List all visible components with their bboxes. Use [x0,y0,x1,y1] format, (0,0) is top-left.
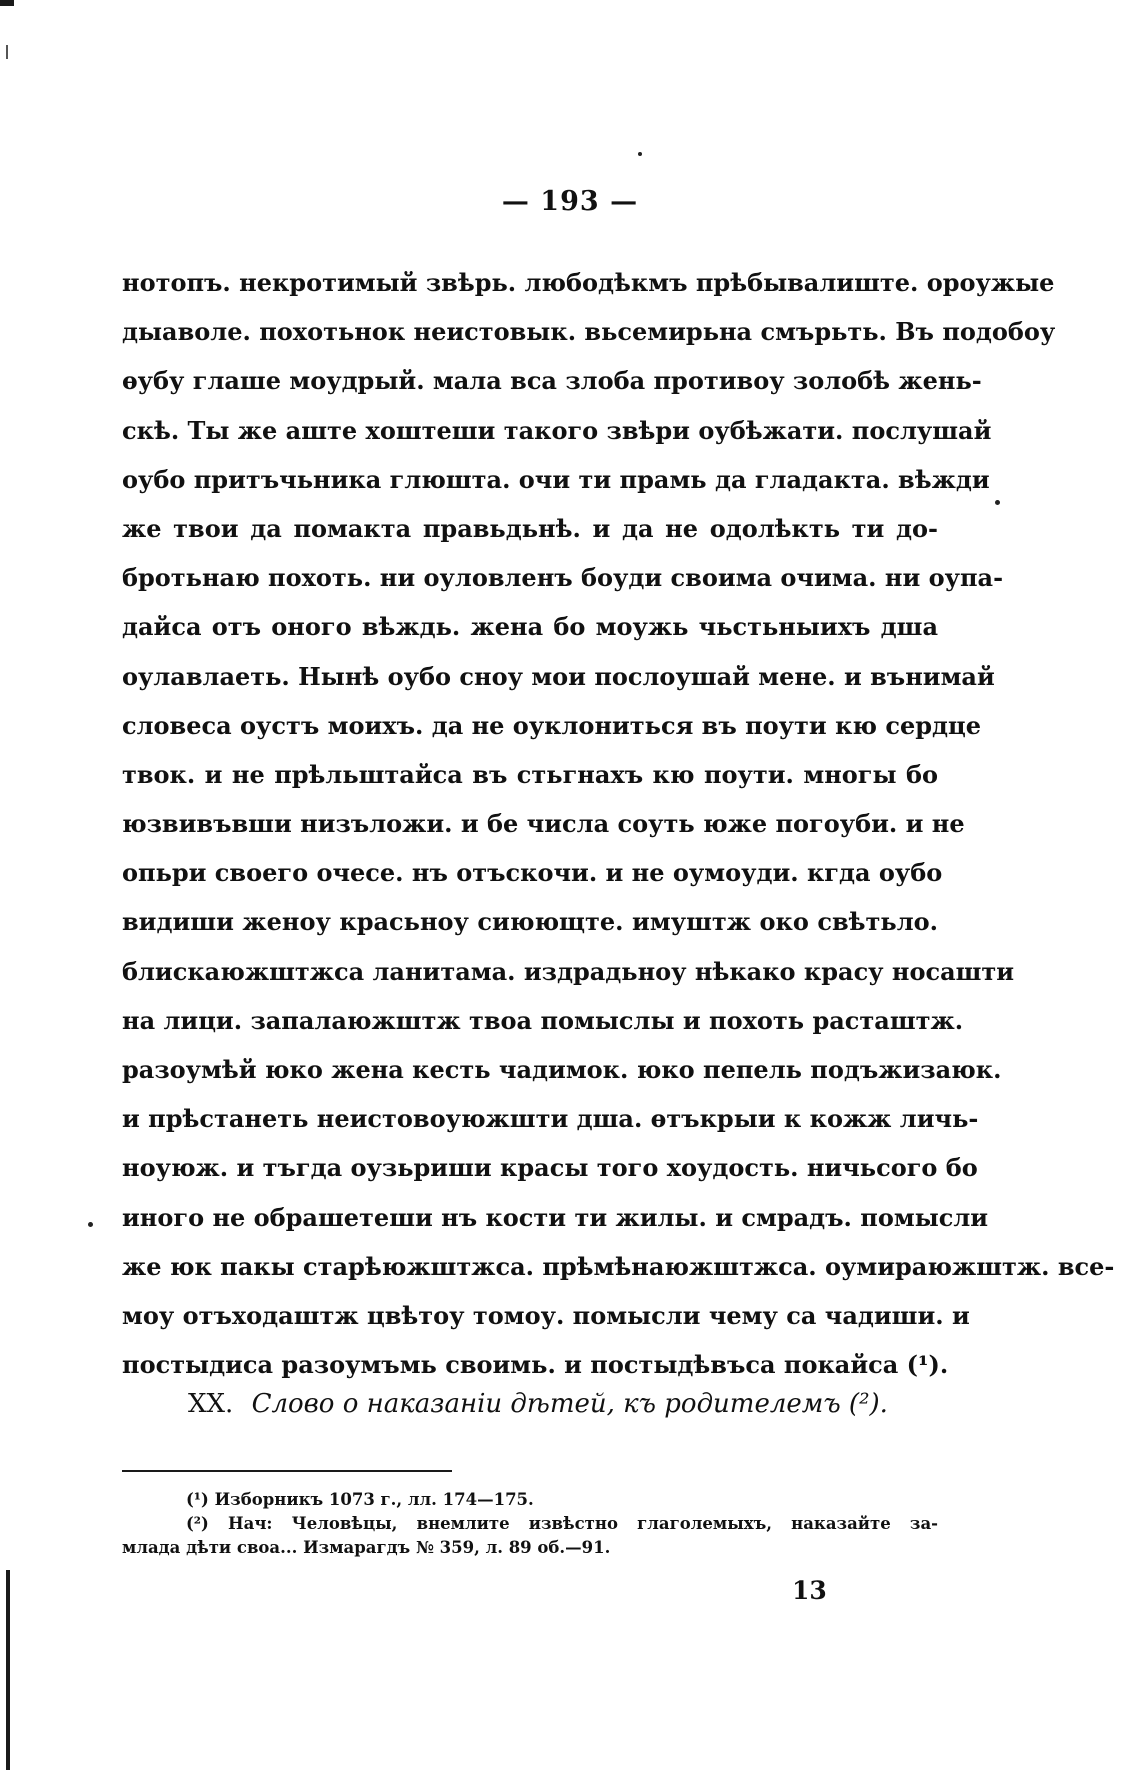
signature-mark: 13 [792,1576,827,1605]
footnote-continuation: млада дѣти своа... Измарагдъ № 359, л. 89 об.—91. [122,1538,611,1557]
footnote: (²) Нач: Человѣцы, внемлите извѣстно глаголемыхъ, наказайте за- [186,1514,938,1533]
text-line: дыаволе. похотьнок неистовык. вьсемирьна смърьть. Въ подобоу [122,317,1056,347]
text-line: скѣ. Ты же аште хоштеши такого звѣри оубѣжати. послушай [122,415,992,445]
binding-tick [6,45,8,59]
ink-speck [88,1222,93,1227]
text-line: иного не обрашетеши нъ кости ти жилы. и смрадъ. помысли [122,1202,989,1232]
ink-speck [638,152,642,156]
text-line: словеса оустъ моихъ. да не оуклониться въ поути кю сердце [122,710,982,740]
footnote: (¹) Изборникъ 1073 г., лл. 174—175. [186,1490,534,1509]
text-line: постыдиса разоумъмь своимь. и постыдѣвъса покайса (¹). [122,1350,949,1380]
text-line: дайса отъ оного вѣждь. жена бо моужь чьстьныихъ дша [122,612,938,642]
body-text [122,258,1115,1389]
section-number: XX. [188,1389,234,1419]
text-line: оулавлаеть. Нынѣ оубо сноу мои послоушай мене. и вънимай [122,661,995,691]
page-number: — 193 — [501,186,639,217]
text-line: оубо притъчьника глюшта. очи ти прамь да гладакта. вѣжди [122,464,990,494]
text-line: на лици. запалаюжштж твоа помыслы и похоть расташтж. [122,1005,964,1035]
text-line: блискаюжштжса ланитама. издрадьноу нѣкако красу носашти [122,956,1015,986]
text-line: бротьнаю похоть. ни оуловленъ боуди своима очима. ни оупа- [122,563,1004,593]
text-line: видиши женоу красьноу сиюющте. имуштж око свѣтьло. [122,907,938,937]
text-line: же юк пакы старѣюжштжса. прѣмѣнаюжштжса. оумираюжштж. все- [122,1251,1115,1281]
ink-speck [995,500,1000,505]
text-line: же твои да помакта правьдьнѣ. и да не одолѣкть ти до- [122,513,938,543]
text-line: и прѣстанеть неистовоуюжшти дша. ѳтъкрыи к кожж личь- [122,1104,979,1134]
footnotes [122,1488,938,1560]
text-line: юзвивъвши низъложи. и бе числа соуть юже погоуби. и не [122,809,965,839]
text-line: опьри своего очесе. нъ отъскочи. и не оумоуди. кгда оубо [122,858,943,888]
footnote-divider [122,1470,452,1472]
text-line: разоумѣй юко жена кесть чадимок. юко пепель подъжизаюк. [122,1055,1002,1084]
section-title: Слово о наказаніи дѣтей, къ родителемъ (²). [251,1389,888,1419]
text-line: твок. и не прѣльштайса въ стьгнахъ кю поути. многы бо [122,759,938,789]
binding-edge [6,1570,10,1770]
text-line: нотопъ. некротимый звѣрь. любодѣкмъ прѣбывалиште. ороужые [122,268,1055,297]
text-line: ѳубу глаше моудрый. мала вса злоба противоу золобѣ жень- [122,366,982,396]
binding-mark [0,0,14,6]
section-heading [188,1389,948,1419]
text-line: ноуюж. и тъгда оузьриши красы того хоудость. ничьсого бо [122,1153,978,1183]
text-line: моу отъходаштж цвѣтоу томоу. помысли чему са чадиши. и [122,1300,970,1330]
